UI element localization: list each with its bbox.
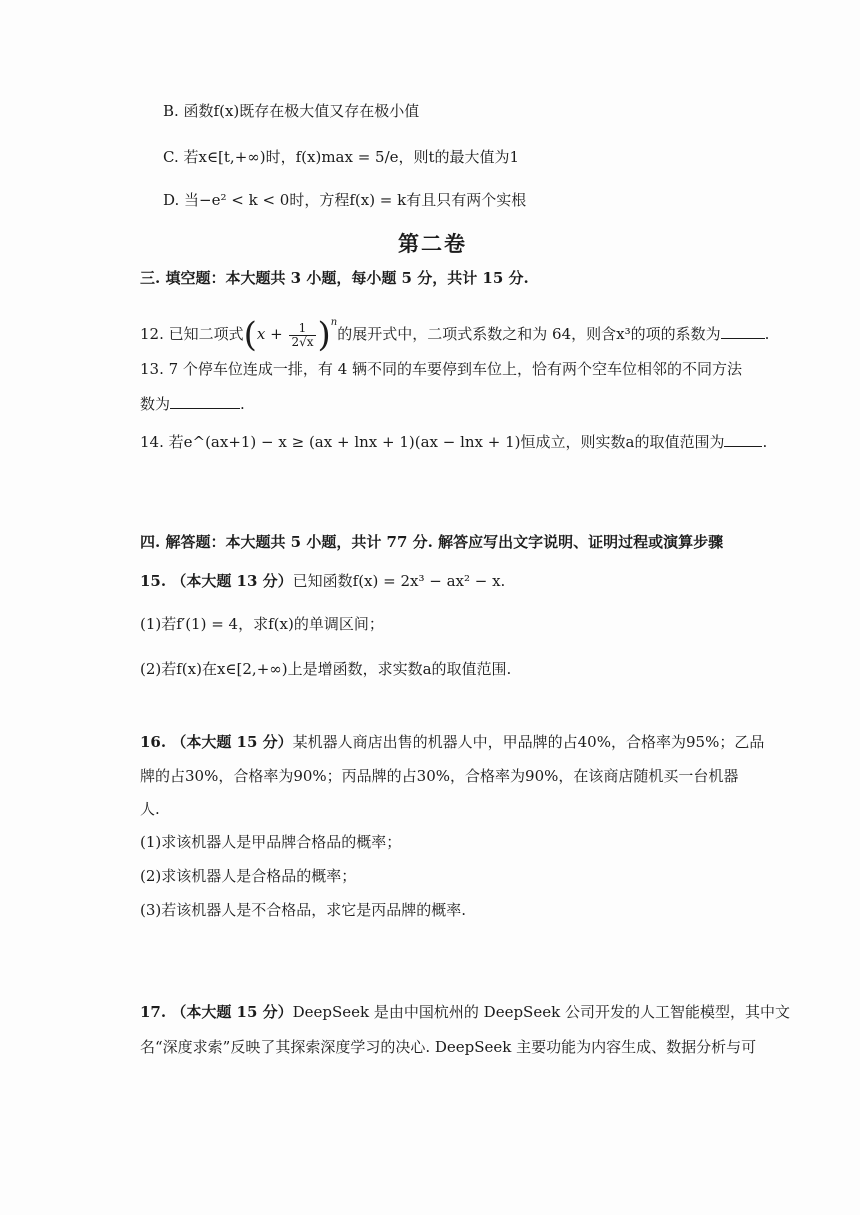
q16-text-1: 某机器人商店出售的机器人中，甲品牌的占40%，合格率为95%；乙品 bbox=[292, 733, 765, 751]
right-paren-icon: ) bbox=[317, 315, 331, 355]
q12-suffix: 的展开式中，二项式系数之和为 64，则含x³的项的系数为 bbox=[337, 325, 721, 343]
left-paren-icon: ( bbox=[243, 315, 257, 355]
question-17-line1 bbox=[140, 1002, 790, 1022]
q15-tag: 15. （本大题 13 分） bbox=[140, 572, 293, 590]
question-16-line3: 人. bbox=[140, 800, 160, 818]
q16-tag: 16. （本大题 15 分） bbox=[140, 733, 293, 751]
option-c: C. 若x∈[t,+∞)时，f(x)max = 5/e，则t的最大值为1 bbox=[163, 148, 520, 166]
question-16-line1 bbox=[140, 732, 764, 752]
question-12: 12. 已知二项式(x + $\frac{1}{2√x}$ )$^n$的展开式中，二项式系数之和为 64，则含x³的项的系数为 . bbox=[140, 315, 770, 355]
question-15-part2: (2)若f(x)在x∈[2,+∞)上是增函数，求实数a的取值范围. bbox=[140, 660, 512, 678]
question-15-part1: (1)若f′(1) = 4，求f(x)的单调区间； bbox=[140, 615, 384, 633]
option-b: B. 函数f(x)既存在极大值又存在极小值 bbox=[163, 102, 420, 120]
question-13-line1: 13. 7 个停车位连成一排，有 4 辆不同的车要停到车位上，恰有两个空车位相邻的不同方法 bbox=[140, 360, 743, 378]
question-16-part1: (1)求该机器人是甲品牌合格品的概率； bbox=[140, 833, 402, 851]
q14-answer-blank bbox=[724, 432, 762, 447]
question-13-line2: 数为 . bbox=[140, 395, 245, 413]
q13-line2-text: 数为 bbox=[140, 395, 171, 413]
q14-text: 14. 若e^(ax+1) − x ≥ (ax + lnx + 1)(ax − lnx + 1)恒成立，则实数a的取值范围为 bbox=[140, 433, 725, 451]
question-15 bbox=[140, 571, 505, 591]
answer-section-header: 四. 解答题：本大题共 5 小题，共计 77 分. 解答应写出文字说明、证明过程或演算步骤 bbox=[140, 533, 724, 551]
q15-text: 已知函数f(x) = 2x³ − ax² − x. bbox=[292, 572, 506, 590]
question-16-line2: 牌的占30%，合格率为90%；丙品牌的占30%，合格率为90%，在该商店随机买一台机器 bbox=[140, 767, 739, 785]
question-14: 14. 若e^(ax+1) − x ≥ (ax + lnx + 1)(ax − lnx + 1)恒成立，则实数a的取值范围为 . bbox=[140, 433, 768, 451]
q12-answer-blank bbox=[721, 324, 765, 339]
q12-prefix: 12. 已知二项式 bbox=[140, 325, 244, 343]
question-16-part2: (2)求该机器人是合格品的概率； bbox=[140, 867, 357, 885]
section-title: 第二卷 bbox=[398, 231, 467, 256]
option-d: D. 当−e² < k < 0时，方程f(x) = k有且只有两个实根 bbox=[163, 191, 527, 209]
q12-x: x bbox=[256, 325, 266, 343]
question-16-part3: (3)若该机器人是不合格品，求它是丙品牌的概率. bbox=[140, 901, 467, 919]
q17-text-1: DeepSeek 是由中国杭州的 DeepSeek 公司开发的人工智能模型，其中文 bbox=[292, 1003, 790, 1021]
q12-fraction: $\frac{1}{2√x}$ bbox=[291, 320, 314, 349]
q17-tag: 17. （本大题 15 分） bbox=[140, 1003, 293, 1021]
q13-answer-blank bbox=[170, 394, 240, 409]
fill-in-header: 三. 填空题：本大题共 3 小题，每小题 5 分，共计 15 分. bbox=[140, 269, 529, 287]
question-17-line2: 名“深度求索”反映了其探索深度学习的决心. DeepSeek 主要功能为内容生成、数据分析与可 bbox=[140, 1038, 757, 1056]
